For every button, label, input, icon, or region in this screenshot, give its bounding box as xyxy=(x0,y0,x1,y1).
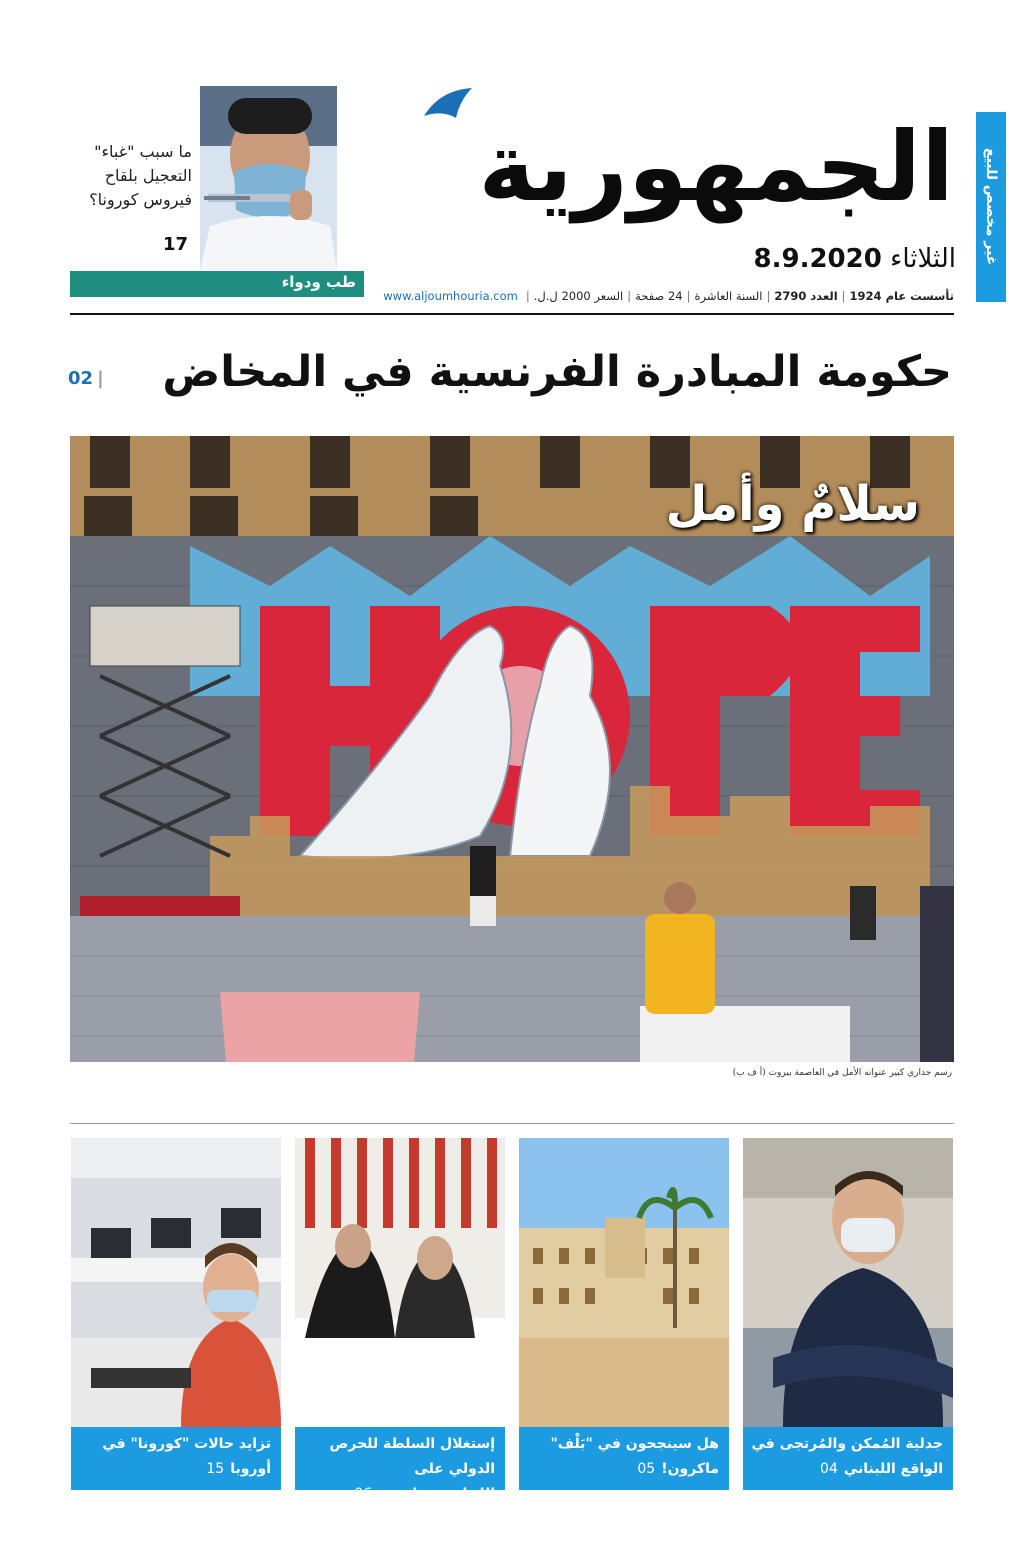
meta-pages: 24 صفحة xyxy=(635,289,683,303)
top-divider xyxy=(70,313,954,315)
masthead-swoosh-icon xyxy=(420,86,478,126)
website-link[interactable]: www.aljoumhouria.com xyxy=(383,289,518,303)
meta-founded: تأسست عام 1924 xyxy=(849,289,954,303)
story-page: 04 xyxy=(820,1461,838,1477)
classroom-photo xyxy=(71,1138,281,1427)
main-headline[interactable]: حكومة المبادرة الفرنسية في المخاض xyxy=(162,347,952,397)
teaser-section-label: طب ودواء xyxy=(281,273,356,291)
teaser-headline[interactable]: ما سبب "غباء" التعجيل بلقاح فيروس كورونا؟ xyxy=(89,142,192,209)
story-page: 15 xyxy=(206,1461,225,1477)
issue-meta: تأسست عام 1924|العدد 2790|السنة العاشرة|24 صفحة|السعر 2000 ل.ل.|www.aljoumhouria.com xyxy=(383,289,954,303)
story-card-politics[interactable] xyxy=(295,1138,505,1502)
date-value: 8.9.2020 xyxy=(753,244,882,274)
teaser-photo[interactable] xyxy=(200,86,337,270)
meta-price: السعر 2000 ل.ل. xyxy=(533,289,624,303)
teaser-page-number: 17 xyxy=(162,234,188,255)
portrait-photo-icon xyxy=(743,1138,953,1427)
story-band xyxy=(743,1427,953,1490)
story-card-corona[interactable] xyxy=(71,1138,281,1490)
not-for-sale-label: غير مخصص للبيع xyxy=(983,148,999,266)
story-page: 05 xyxy=(637,1461,656,1477)
issue-date xyxy=(754,244,956,274)
headline-page-value: 02 xyxy=(68,368,94,389)
story-title: إستغلال السلطة للحرص الدولي على اللبنانيين...إنتهى xyxy=(329,1436,495,1502)
story-band xyxy=(519,1427,729,1490)
story-band xyxy=(295,1427,505,1502)
teaser-section-band xyxy=(70,271,364,297)
main-photo[interactable] xyxy=(70,436,954,1062)
photo-overlay-title: سلامٌ وأمل xyxy=(665,476,920,532)
meeting-photo-icon xyxy=(295,1138,505,1427)
masthead xyxy=(410,86,960,236)
vaccine-photo-icon xyxy=(200,86,337,270)
day-name: الثلاثاء xyxy=(890,244,956,274)
story-title: تزايد حالات "كورونا" في أوروبا xyxy=(102,1436,271,1477)
politics-photo xyxy=(295,1138,505,1427)
macron-photo xyxy=(743,1138,953,1427)
story-band xyxy=(71,1427,281,1490)
not-for-sale-band xyxy=(976,112,1006,302)
headline-page-number: 02 | xyxy=(68,368,104,389)
story-card-macron[interactable] xyxy=(743,1138,953,1490)
classroom-photo-icon xyxy=(71,1138,281,1427)
photo-caption: رسم جداري كبير عنوانه الأمل في العاصمة بيروت (أ ف ب) xyxy=(732,1068,952,1078)
serail-photo xyxy=(519,1138,729,1427)
story-page: 06 xyxy=(354,1486,373,1502)
building-photo-icon xyxy=(519,1138,729,1427)
masthead-name: الجمهورية xyxy=(478,111,954,223)
meta-issue: العدد 2790 xyxy=(774,289,838,303)
section-divider xyxy=(70,1123,954,1124)
story-card-serail[interactable] xyxy=(519,1138,729,1490)
story-title: هل سينجحون في "بَلْف" ماكرون! xyxy=(550,1436,719,1477)
meta-year: السنة العاشرة xyxy=(694,289,763,303)
story-title: جدلية المُمكن والمُرتجى في الواقع اللبناني xyxy=(751,1436,943,1477)
